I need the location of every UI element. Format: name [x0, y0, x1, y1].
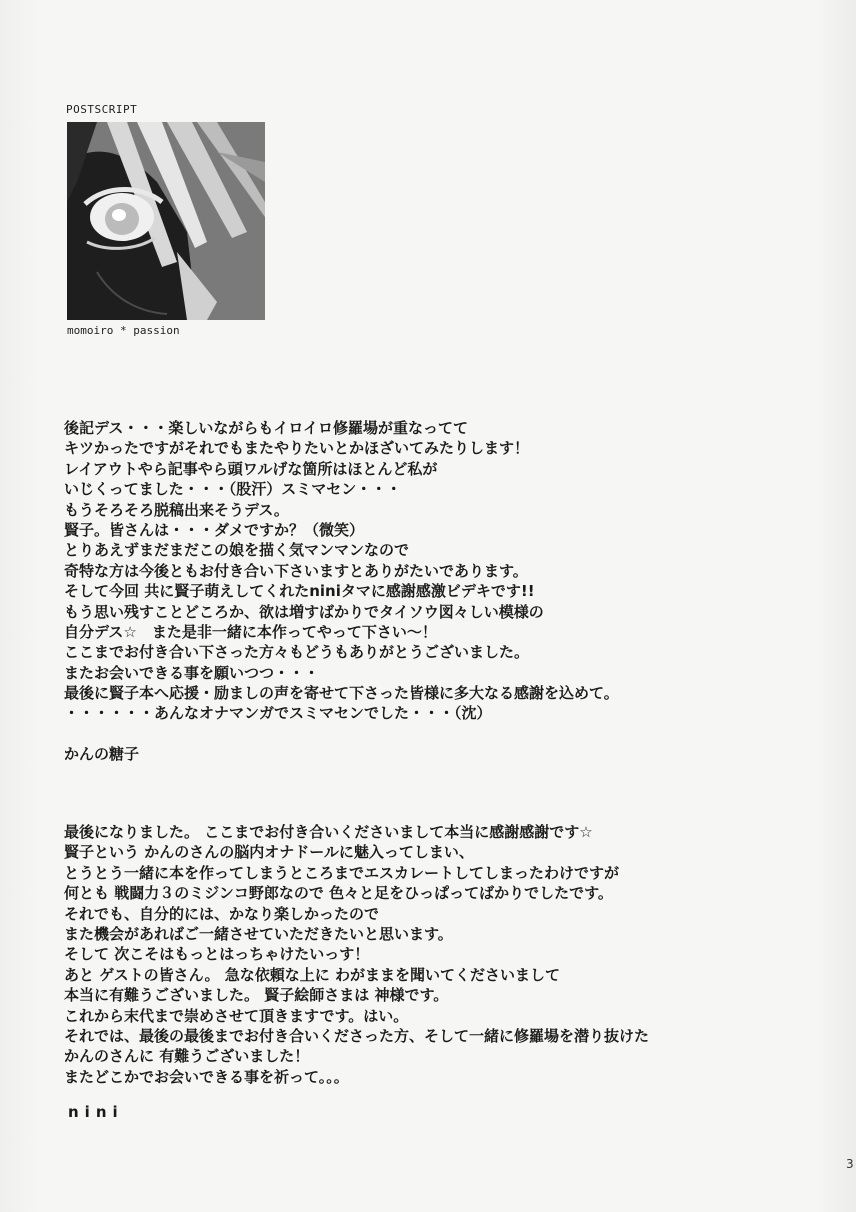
page-number: 3: [846, 1157, 854, 1171]
text-line: もうそろそろ脱稿出来そうデス。: [64, 500, 289, 519]
text-line: ここまでお付き合い下さった方々もどうもありがとうございました。: [64, 643, 530, 662]
text-line: あと ゲストの皆さん。 急な依頼な上に わがままを聞いてくださいまして: [64, 965, 560, 984]
text-line: とうとう一緒に本を作ってしまうところまでエスカレートしてしまったわけですが: [64, 863, 620, 882]
text-line: 本当に有難うございました。 賢子絵師さまは 神様です。: [64, 986, 449, 1005]
text-line: キツかったですがそれでもまたやりたいとかほざいてみたりします！: [64, 439, 530, 458]
text-line: そして 次こそはもっとはっちゃけたいっす！: [64, 945, 370, 964]
postscript-note-1: [64, 418, 619, 724]
text-line: 後記デス・・・楽しいながらもイロイロ修羅場が重なってて: [64, 419, 468, 437]
illustration-image: [67, 122, 265, 320]
text-line: そして今回 共に賢子萌えしてくれたniniタマに感謝感激ビデキです!!: [64, 582, 535, 601]
text-line: とりあえずまだまだこの娘を描く気マンマンなので: [64, 541, 410, 560]
text-line: これから末代まで崇めさせて頂きますです。はい。: [64, 1006, 409, 1025]
author-signature-2: nini: [68, 1103, 124, 1121]
postscript-note-2: [64, 822, 649, 1087]
text-line: いじくってました・・・（股汗）スミマセン・・・: [64, 480, 402, 499]
author-signature-1: かんの糖子: [64, 745, 140, 763]
text-line: かんのさんに 有難うございました！: [64, 1047, 310, 1066]
text-line: またお会いできる事を願いつつ・・・: [64, 663, 320, 682]
text-line: 賢子。皆さんは・・・ダメですか？（微笑）: [64, 520, 365, 539]
text-line: またどこかでお会いできる事を祈って。。。: [64, 1067, 349, 1086]
text-line: 自分デス☆ また是非一緒に本作ってやって下さい～！: [64, 622, 437, 641]
text-line: レイアウトやら記事やら頭ワルげな箇所はほとんど私が: [64, 459, 438, 478]
text-line: 何とも 戦闘力３のミジンコ野郎なので 色々と足をひっぱってばかりでしたです。: [64, 884, 613, 903]
section-heading: POSTSCRIPT: [66, 103, 138, 116]
text-line: 奇特な方は今後ともお付き合い下さいますとありがたいであります。: [64, 561, 528, 580]
text-line: もう思い残すことどころか、欲は増すばかりでタイソウ図々しい模様の: [64, 602, 544, 621]
text-line: 賢子という かんのさんの脳内オナドールに魅入ってしまい、: [64, 843, 474, 862]
text-line: それでも、自分的には、かなり楽しかったので: [64, 904, 380, 923]
text-line: それでは、最後の最後までお付き合いくださった方、そして一緒に修羅場を潜り抜けた: [64, 1026, 650, 1045]
text-line: また機会があればご一緒させていただきたいと思います。: [64, 924, 453, 943]
text-line: ・・・・・・あんなオナマンガでスミマセンでした・・・（沈）: [64, 704, 492, 723]
text-line: 最後になりました。 ここまでお付き合いくださいまして本当に感謝感謝です☆: [64, 823, 593, 841]
text-line: 最後に賢子本へ応援・励ましの声を寄せて下さった皆様に多大なる感謝を込めて。: [64, 684, 619, 703]
illustration-caption: momoiro * passion: [67, 324, 180, 337]
